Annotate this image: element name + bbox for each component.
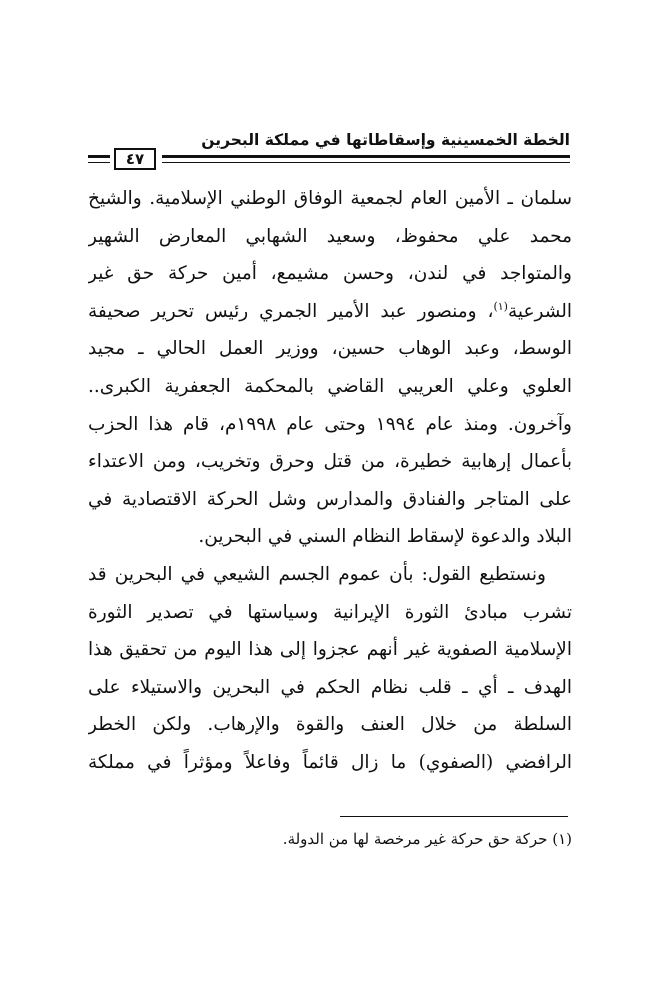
text-line-rest: ، ومنصور عبد الأمير الجمري رئيس تحرير صحيفة [88,300,494,322]
page-header [88,128,570,173]
text-line-word: الشرعية [507,300,572,322]
header-rule [162,155,570,163]
text-line: الهدف ـ أي ـ قلب نظام الحكم في البحرين والاستيلاء على [88,676,572,698]
text-line: تشرب مبادئ الثورة الإيرانية وسياستها في تصدير الثورة [88,601,572,623]
text-line: السلطة من خلال العنف والقوة والإرهاب. ولكن الخطر [88,714,572,736]
text-line: العلوي وعلي العريبي القاضي بالمحكمة الجعفرية الكبرى.. [88,375,572,397]
text-line: الوسط، وعبد الوهاب حسين، ووزير العمل الحالي ـ مجيد [88,338,572,360]
text-line: سلمان ـ الأمين العام لجمعية الوفاق الوطني الإسلامية. والشيخ [88,188,572,209]
body-text [88,180,572,780]
text-line: ونستطيع القول: بأن عموم الجسم الشيعي في البحرين قد [88,563,546,585]
header-rule-left [88,155,110,163]
footnote: (١) حركة حق حركة غير مرخصة لها من الدولة. [282,830,572,848]
text-line: الرافضي (الصفوي) ما زال قائماً وفاعلاً ومؤثراً في مملكة [88,751,572,773]
footnote-divider [340,816,568,817]
page-number: ٤٧ [114,148,156,170]
running-title: الخطة الخمسينية وإسقاطاتها في مملكة البحرين [201,131,570,149]
text-line: على المتاجر والفنادق والمدارس وشل الحركة الاقتصادية في [88,488,572,510]
text-line: وآخرون. ومنذ عام ١٩٩٤ وحتى عام ١٩٩٨م، قام هذا الحزب [88,413,572,435]
text-line: الإسلامية الصفوية غير أنهم عجزوا إلى هذا اليوم من تحقيق هذا [88,639,572,661]
text-line: البلاد والدعوة لإسقاط النظام السني في البحرين. [198,526,572,548]
text-line: بأعمال إرهابية خطيرة، من قتل وحرق وتخريب، ومن الاعتداء [88,451,572,473]
text-line: محمد علي محفوظ، وسعيد الشهابي المعارض الشهير [88,225,572,247]
footnote-reference: (١) [493,299,508,313]
text-line [88,293,572,331]
text-line: والمتواجد في لندن، وحسن مشيمع، أمين حركة حق غير [88,263,572,285]
